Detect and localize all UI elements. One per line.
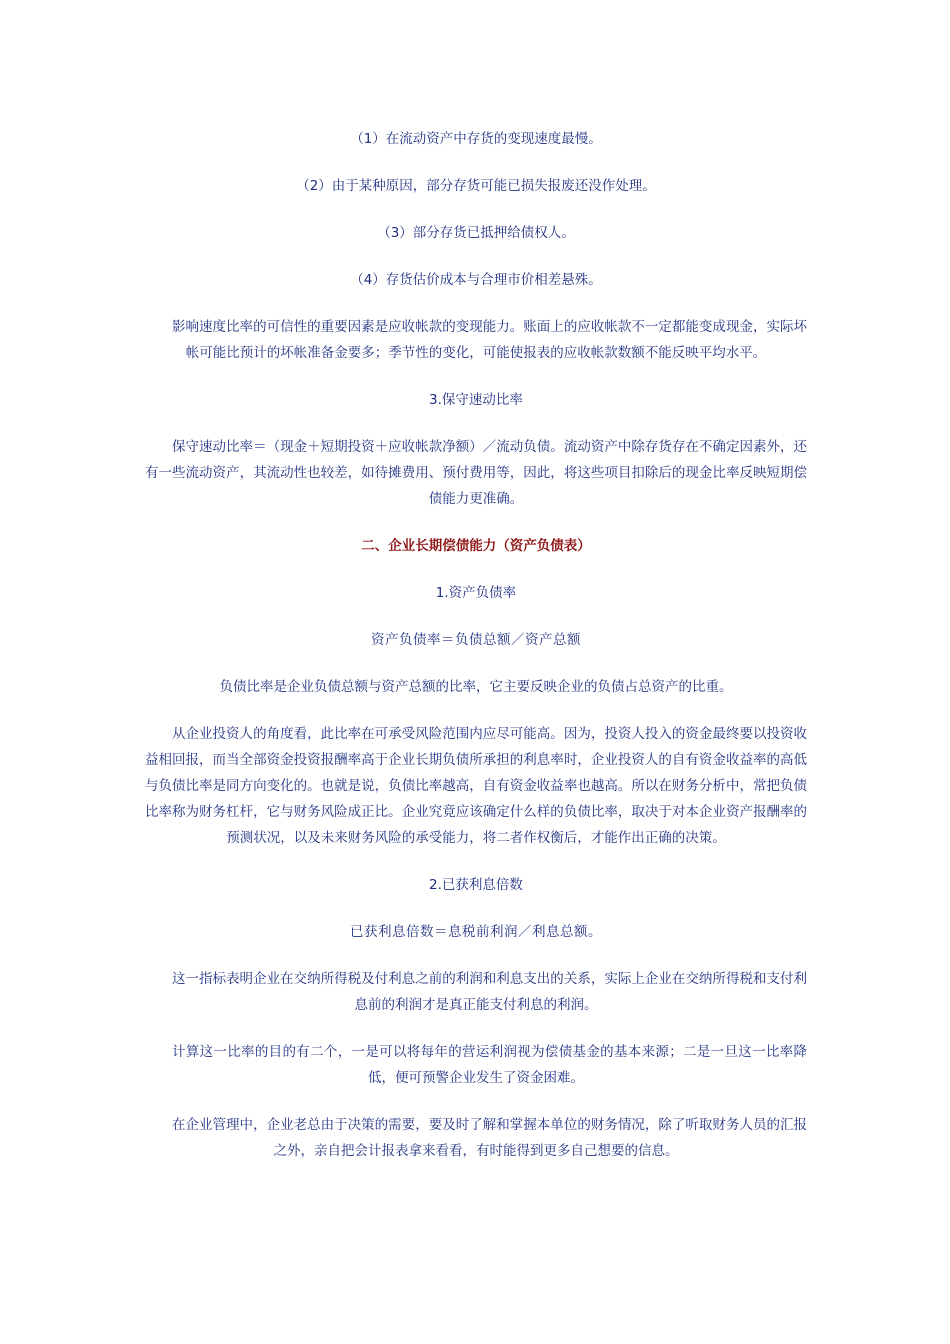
paragraph-quick-ratio: 影响速度比率的可信性的重要因素是应收帐款的变现能力。账面上的应收帐款不一定都能变成现金，实际坏帐可能比预计的坏帐准备金要多；季节性的变化，可能使报表的应收帐款数额不能反映平均水平。: [172, 319, 807, 361]
formula-debt-ratio: 资产负债率＝负债总额／资产总额: [371, 632, 581, 648]
document-page: [145, 126, 807, 1185]
heading-conservative-quick-ratio: 3.保守速动比率: [429, 392, 523, 408]
paragraph-conservative-quick-ratio: 保守速动比率＝（现金＋短期投资＋应收帐款净额）／流动负债。流动资产中除存货存在不确定因素外，还有一些流动资产，其流动性也较差，如待摊费用、预付费用等，因此，将这些项目扣除后的现金比率反映短期偿债能力更准确。: [145, 439, 807, 507]
heading-interest-coverage: 2.已获利息倍数: [429, 877, 523, 893]
heading-debt-ratio: 1.资产负债率: [435, 585, 517, 601]
paragraph-management: 在企业管理中，企业老总由于决策的需要，要及时了解和掌握本单位的财务情况，除了听取财务人员的汇报之外，亲自把会计报表拿来看看，有时能得到更多自己想要的信息。: [172, 1117, 807, 1159]
paragraph-interest-coverage-2: 计算这一比率的目的有二个，一是可以将每年的营运利润视为偿债基金的基本来源；二是一旦这一比率降低，便可预警企业发生了资金困难。: [172, 1044, 807, 1086]
section-title-long-term-solvency: 二、企业长期偿债能力（资产负债表）: [361, 538, 591, 554]
paragraph-debt-ratio-definition: 负债比率是企业负债总额与资产总额的比率，它主要反映企业的负债占总资产的比重。: [219, 679, 733, 695]
list-item-4: （4）存货估价成本与合理市价相差悬殊。: [350, 272, 602, 288]
paragraph-investor-perspective: 从企业投资人的角度看，此比率在可承受风险范围内应尽可能高。因为，投资人投入的资金最终要以投资收益相回报，而当全部资金投资报酬率高于企业长期负债所承担的利息率时，企业投资人的自有资金收益率的高低与负债比率是同方向变化的。也就是说，负债比率越高，自有资金收益率也越高。所以在财务分析中，常把负债比率称为财务杠杆，它与财务风险成正比。企业究竟应该确定什么样的负债比率，取决于对本企业资产报酬率的预测状况，以及未来财务风险的承受能力，将二者作权衡后，才能作出正确的决策。: [145, 726, 807, 846]
list-item-3: （3）部分存货已抵押给债权人。: [377, 225, 575, 241]
list-item-2: （2）由于某种原因，部分存货可能已损失报废还没作处理。: [296, 178, 656, 194]
list-item-1: （1）在流动资产中存货的变现速度最慢。: [350, 131, 602, 147]
formula-interest-coverage: 已获利息倍数＝息税前利润／利息总额。: [350, 924, 602, 940]
paragraph-interest-coverage-1: 这一指标表明企业在交纳所得税及付利息之前的利润和利息支出的关系，实际上企业在交纳所得税和支付利息前的利润才是真正能支付利息的利润。: [172, 971, 807, 1013]
